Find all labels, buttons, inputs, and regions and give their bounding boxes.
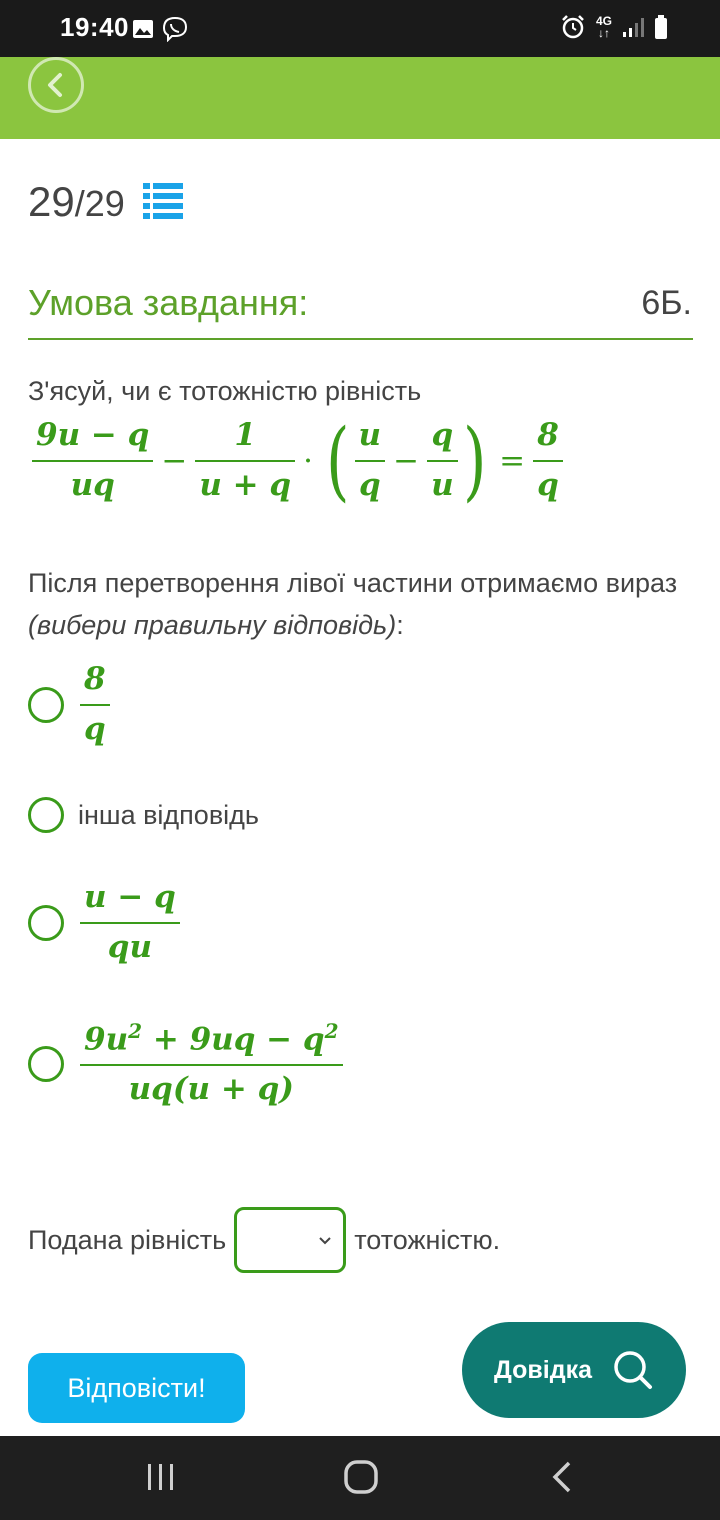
alarm-icon	[560, 14, 586, 40]
radio-button[interactable]	[28, 687, 64, 723]
option-4[interactable]	[28, 1020, 343, 1108]
condition-divider	[28, 338, 693, 340]
image-icon	[132, 18, 154, 40]
home-icon[interactable]	[344, 1460, 378, 1494]
app-header	[0, 57, 720, 139]
task-counter	[28, 178, 125, 226]
answer-button[interactable]: Відповісти!	[28, 1353, 245, 1423]
system-nav-bar	[0, 1436, 720, 1520]
fraction: $\frac{u}{q}$	[355, 418, 386, 503]
option-fraction: $\frac{8}{q}$	[80, 662, 110, 747]
fraction: $\frac{1}{u + q}$	[195, 418, 295, 503]
signal-icon	[622, 16, 644, 38]
viber-icon	[162, 16, 188, 42]
condition-title: Умова завдання:	[28, 282, 309, 323]
identity-select[interactable]	[234, 1207, 346, 1273]
task-intro: З'ясуй, чи є тотожністю рівність	[28, 376, 422, 406]
back-icon[interactable]	[550, 1460, 574, 1494]
radio-button[interactable]	[28, 797, 64, 833]
option-2[interactable]	[28, 797, 259, 833]
network-indicator: 4G ↓↑	[595, 14, 612, 40]
fill-after-text: тотожністю.	[354, 1224, 501, 1255]
chevron-left-icon	[44, 71, 68, 99]
option-fraction: $\frac{9u^2 + 9uq - q^2}{uq(u + q)}$	[80, 1020, 343, 1108]
status-time: 19:40	[60, 12, 129, 42]
fraction: $\frac{8}{q}$	[533, 418, 563, 503]
task-equation: $\frac{9u - q}{uq}$ − $\frac{1}{u + q}$ · ( $\frac{u}{q}$ − $\frac{q}{u}$ ) = $\frac{8}{q}$	[32, 418, 563, 504]
total-tasks: 29	[84, 183, 125, 224]
fraction: $\frac{q}{u}$	[427, 418, 458, 503]
chevron-down-icon	[317, 1232, 333, 1248]
option-fraction: $\frac{u - q}{qu}$	[80, 880, 180, 965]
search-icon	[612, 1349, 654, 1391]
option-1[interactable]	[28, 662, 110, 747]
task-list-icon[interactable]	[143, 183, 183, 219]
radio-button[interactable]	[28, 1046, 64, 1082]
identity-answer-row	[28, 1207, 500, 1273]
recent-apps-icon[interactable]	[146, 1462, 176, 1492]
question-text: Після перетворення лівої частини отримаємо вираз (вибери правильну відповідь):	[28, 568, 678, 640]
fill-before-text: Подана рівність	[28, 1224, 227, 1255]
option-3[interactable]	[28, 880, 180, 965]
current-task: 29	[28, 178, 75, 225]
counter-separator: /	[74, 183, 85, 224]
battery-icon	[654, 14, 668, 40]
help-button[interactable]	[462, 1322, 686, 1418]
back-button[interactable]	[28, 57, 84, 113]
help-label: Довідка	[494, 1355, 592, 1384]
radio-button[interactable]	[28, 905, 64, 941]
option-label: інша відповідь	[78, 799, 259, 830]
fraction: $\frac{9u - q}{uq}$	[32, 418, 153, 503]
task-points: 6Б.	[641, 284, 692, 322]
status-bar	[0, 0, 720, 57]
